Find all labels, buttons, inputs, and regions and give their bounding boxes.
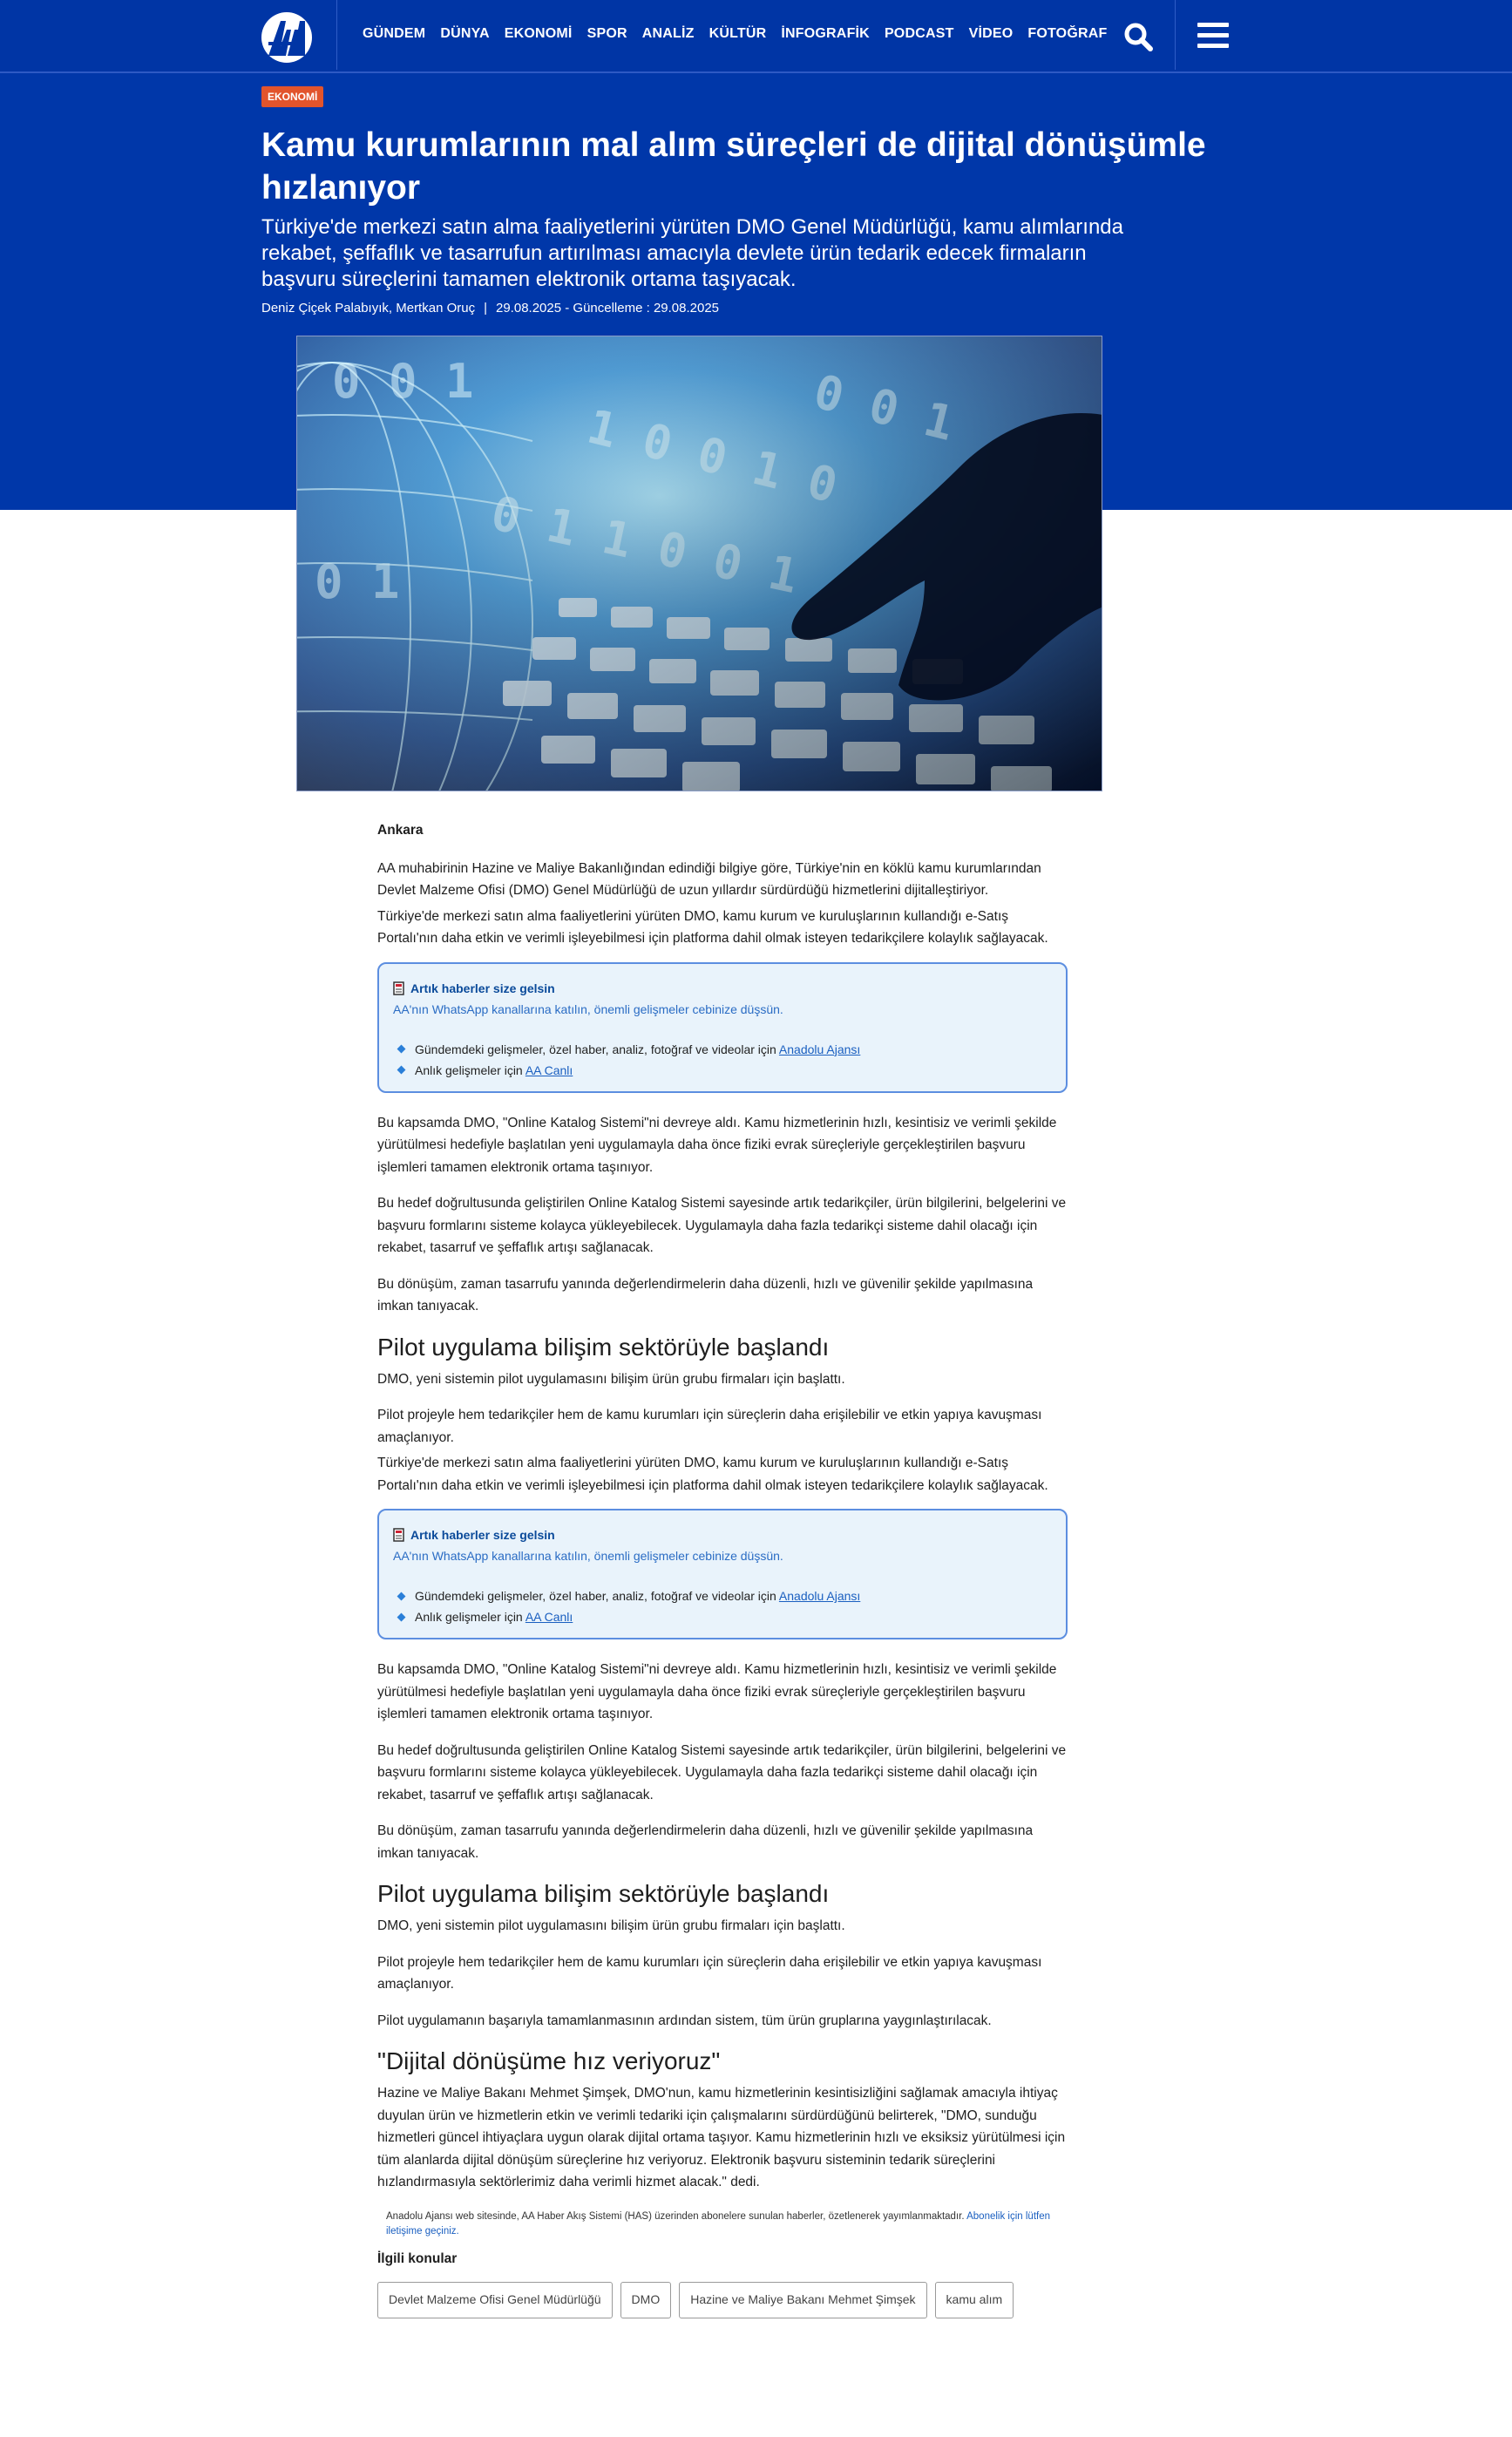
topic-tag[interactable]: DMO (620, 2282, 672, 2318)
nav-link-kultur[interactable]: KÜLTÜR (709, 26, 767, 41)
promo-list-item (393, 1585, 1052, 1606)
header-notch (0, 510, 190, 515)
digital-keyboard-illustration (297, 336, 1102, 791)
promo-item-text: Anlık gelişmeler için (415, 1062, 525, 1077)
promo-item-text: Gündemdeki gelişmeler, özel haber, analiz, fotoğraf ve videolar için (415, 1589, 779, 1603)
hamburger-menu-icon[interactable] (1197, 23, 1229, 49)
article-paragraph: Bu hedef doğrultusunda geliştirilen Online Katalog Sistemi sayesinde artık tedarikçiler, ürün bilgilerini, belgelerini ve başvuru formlarını sisteme kolayca yükleyebilecek. Uygulamayla daha fazla tedarikçi sisteme dahil olacağı için rekabet, tasarruf ve şeffaflık artışı sağlanacak. (377, 1196, 1067, 1255)
section-heading: Pilot uygulama bilişim sektörüyle başlandı (377, 1880, 830, 1907)
article-summary: Türkiye'de merkezi satın alma faaliyetlerini yürüten DMO Genel Müdürlüğü, kamu alımlarında rekabet, şeffaflık ve tasarrufun artırılması amacıyla devlete ürün tedarik edecek firmaların başvuru süreçlerini tamamen elektronik ortama taşıyacak. (261, 215, 1123, 291)
has-disclaimer (386, 2210, 1059, 2239)
newspaper-icon (393, 981, 405, 995)
diamond-bullet-icon (397, 1592, 406, 1600)
article-paragraph: Pilot projeyle hem tedarikçiler hem de kamu kurumları için süreçlerin daha erişilebilir ve etkin yapıya kavuşması amaçlanıyor. (377, 1954, 1042, 1992)
promo-item-text: Gündemdeki gelişmeler, özel haber, analiz, fotoğraf ve videolar için (415, 1042, 779, 1056)
dateline-city: Ankara (377, 823, 424, 838)
article-paragraph: Bu kapsamda DMO, "Online Katalog Sistemi"ni devreye aldı. Kamu hizmetlerinin hızlı, kesintisiz ve verimli şekilde yürütülmesi hedefiyle başlatılan yeni uygulamayla daha önce fiziki evrak süreçleriyle gerçekleştirilen başvuru işlemleri tamamen elektronik ortama taşınıyor. (377, 1115, 1057, 1175)
section-heading: Pilot uygulama bilişim sektörüyle başlandı (377, 1333, 830, 1361)
search-icon[interactable] (1122, 21, 1154, 52)
publish-dates: 29.08.2025 - Güncelleme : 29.08.2025 (496, 301, 720, 316)
promo-item-text: Anlık gelişmeler için (415, 1610, 525, 1624)
nav-links (363, 26, 1122, 42)
byline-separator: | (484, 301, 487, 316)
article-paragraph: Türkiye'de merkezi satın alma faaliyetlerini yürüten DMO, kamu kurum ve kuruluşlarının kullandığı e-Satış Portalı'nın daha etkin ve verimli işleyebilmesi için platforma dahil olmak isteyen tedarikçilere kolaylık sağlayacak. (377, 908, 1048, 946)
nav-link-infografik[interactable]: İNFOGRAFİK (781, 26, 870, 41)
newspaper-icon (393, 1528, 405, 1542)
article-body (377, 819, 1068, 2318)
promo-list (393, 1039, 1052, 1081)
article-paragraph: Bu dönüşüm, zaman tasarrufu yanında değerlendirmelerin daha düzenli, hızlı ve güvenilir şekilde yapılmasına imkan tanıyacak. (377, 1276, 1034, 1314)
nav-link-fotograf[interactable]: FOTOĞRAF (1027, 26, 1108, 41)
anadolu-ajansi-link[interactable]: Anadolu Ajansı (778, 1589, 861, 1603)
whatsapp-promo-box (377, 1509, 1068, 1639)
promo-subtitle: AA'nın WhatsApp kanallarına katılın, önemli gelişmeler cebinize düşsün. (393, 1549, 783, 1563)
promo-list-item (393, 1060, 1052, 1081)
promo-list-item (393, 1039, 1052, 1060)
promo-list (393, 1585, 1052, 1627)
topic-tag[interactable]: kamu alım (935, 2282, 1014, 2318)
category-badge[interactable]: EKONOMİ (261, 86, 323, 107)
whatsapp-promo-box (377, 962, 1068, 1093)
article-paragraph: DMO, yeni sistemin pilot uygulamasını bilişim ürün grubu firmaları için başlattı. (377, 1371, 845, 1387)
nav-divider (336, 0, 337, 70)
section-heading: "Dijital dönüşüme hız veriyoruz" (377, 2047, 721, 2074)
nav-link-spor[interactable]: SPOR (586, 26, 627, 41)
aa-canli-link[interactable]: AA Canlı (525, 1610, 573, 1624)
article-paragraph: Bu kapsamda DMO, "Online Katalog Sistemi"ni devreye aldı. Kamu hizmetlerinin hızlı, kesintisiz ve verimli şekilde yürütülmesi hedefiyle başlatılan yeni uygulamayla daha önce fiziki evrak süreçleriyle gerçekleştirilen başvuru işlemleri tamamen elektronik ortama taşınıyor. (377, 1662, 1057, 1721)
authors: Deniz Çiçek Palabıyık, Mertkan Oruç (261, 301, 476, 316)
article-title: Kamu kurumlarının mal alım süreçleri de dijital dönüşümle hızlanıyor (261, 126, 1206, 207)
promo-title (393, 1524, 1052, 1545)
article-paragraph: Bu dönüşüm, zaman tasarrufu yanında değerlendirmelerin daha düzenli, hızlı ve güvenilir şekilde yapılmasına imkan tanıyacak. (377, 1823, 1034, 1861)
aa-canli-link[interactable]: AA Canlı (525, 1062, 573, 1077)
topic-tag[interactable]: Devlet Malzeme Ofisi Genel Müdürlüğü (377, 2282, 613, 2318)
top-navigation (0, 0, 1512, 73)
promo-subtitle: AA'nın WhatsApp kanallarına katılın, önemli gelişmeler cebinize düşsün. (393, 1001, 783, 1016)
nav-link-analiz[interactable]: ANALİZ (641, 26, 695, 41)
diamond-bullet-icon (397, 1045, 406, 1054)
article-paragraph: Hazine ve Maliye Bakanı Mehmet Şimşek, DMO'nun, kamu hizmetlerinin kesintisizliğini sağlamak amacıyla ihtiyaç duyulan ürün ve hizmetlerin etkin ve verimli tedariki için çalışmalarını sürdürdüğünü belirterek, "DMO, sunduğu hizmetleri güncel ihtiyaçlara uygun olarak dijital ortama taşıyor. Kamu hizmetlerinin hızlı ve eksiksiz yürütülmesi için tüm alanlarda dijital dönüşüm süreçlerine hız veriyoruz. Elektronik başvuru sisteminin tedarik süreçlerini hızlandırmasıyla sektörlerimiz daha verimli hizmet alacak." dedi. (377, 2086, 1066, 2189)
related-topics-tags (377, 2282, 1068, 2318)
diamond-bullet-icon (397, 1066, 406, 1075)
article-paragraph: Pilot uygulamanın başarıyla tamamlanmasının ardından sistem, tüm ürün gruplarına yaygınlaştırılacak. (377, 2013, 992, 2028)
disclaimer-text: Anadolu Ajansı web sitesinde, AA Haber Akış Sistemi (HAS) üzerinden abonelere sunulan haberler, özetlenerek yayımlanmaktadır. (386, 2210, 967, 2222)
article-paragraph: Bu hedef doğrultusunda geliştirilen Online Katalog Sistemi sayesinde artık tedarikçiler, ürün bilgilerini, belgelerini ve başvuru formlarını sisteme kolayca yükleyebilecek. Uygulamayla daha fazla tedarikçi sisteme dahil olacağı için rekabet, tasarruf ve şeffaflık artışı sağlanacak. (377, 1742, 1067, 1802)
related-topics-heading: İlgili konular (377, 2250, 458, 2266)
diamond-bullet-icon (397, 1612, 406, 1621)
aa-logo-icon[interactable] (260, 10, 314, 64)
article-paragraph: Pilot projeyle hem tedarikçiler hem de kamu kurumları için süreçlerin daha erişilebilir ve etkin yapıya kavuşması amaçlanıyor. (377, 1408, 1042, 1445)
promo-title-text: Artık haberler size gelsin (410, 1528, 555, 1542)
promo-list-item (393, 1606, 1052, 1627)
nav-link-dunya[interactable]: DÜNYA (440, 26, 490, 41)
hero-image (296, 336, 1102, 791)
nav-link-ekonomi[interactable]: EKONOMİ (504, 26, 573, 41)
byline (261, 301, 719, 316)
article-paragraph: DMO, yeni sistemin pilot uygulamasını bilişim ürün grubu firmaları için başlattı. (377, 1918, 845, 1933)
article-paragraph: Türkiye'de merkezi satın alma faaliyetlerini yürüten DMO, kamu kurum ve kuruluşlarının kullandığı e-Satış Portalı'nın daha etkin ve verimli işleyebilmesi için platforma dahil olmak isteyen tedarikçilere kolaylık sağlayacak. (377, 1456, 1048, 1493)
anadolu-ajansi-link[interactable]: Anadolu Ajansı (778, 1042, 861, 1056)
nav-link-podcast[interactable]: PODCAST (884, 26, 954, 41)
topic-tag[interactable]: Hazine ve Maliye Bakanı Mehmet Şimşek (679, 2282, 926, 2318)
nav-link-video[interactable]: VİDEO (968, 26, 1014, 41)
promo-title (393, 978, 1052, 999)
promo-title-text: Artık haberler size gelsin (410, 981, 555, 995)
nav-link-gundem[interactable]: GÜNDEM (363, 26, 426, 41)
nav-divider (1175, 0, 1176, 70)
article-paragraph: AA muhabirinin Hazine ve Maliye Bakanlığından edindiği bilgiye göre, Türkiye'nin en köklü kamu kurumlarından Devlet Malzeme Ofisi (DMO) Genel Müdürlüğü de uzun yıllardır sürdürdüğü hizmetlerini dijitalleştiriyor. (377, 860, 1041, 898)
subscription-contact-link[interactable]: Abonelik için lütfen iletişime geçiniz. (386, 2210, 1051, 2237)
